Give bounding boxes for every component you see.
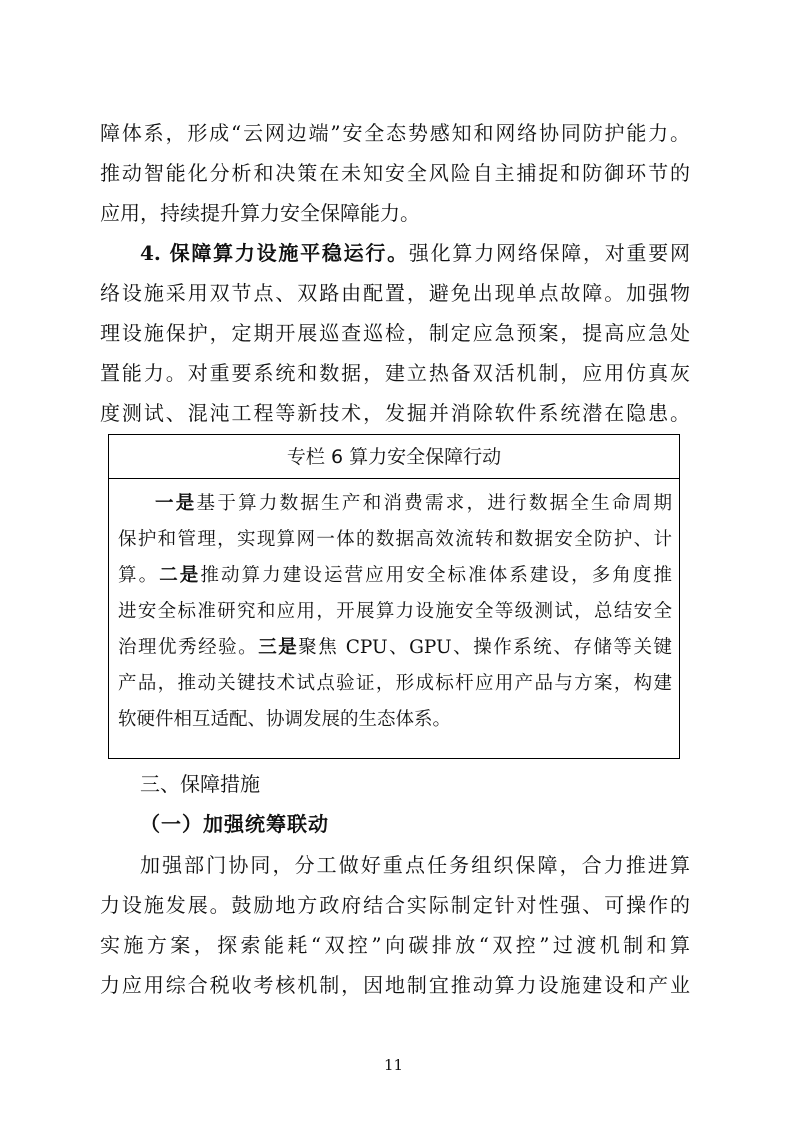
box-line: 产品，推动关键技术试点验证，形成标杆应用产品与方案，构建 — [118, 673, 672, 694]
body-line: 力应用综合税收考核机制，因地制宜推动算力设施建设和产业 — [100, 973, 690, 997]
bold-marker: 二是 — [159, 565, 201, 586]
body-line: 推动智能化分析和决策在未知安全风险自主捕捉和防御环节的 — [100, 161, 690, 185]
body-line: 力设施发展。鼓励地方政府结合实际制定针对性强、可操作的 — [100, 893, 690, 917]
box-line: 进安全标准研究和应用，开展算力设施安全等级测试，总结安全 — [118, 601, 672, 622]
subsection-heading: （一）加强统筹联动 — [140, 812, 329, 836]
body-line: 实施方案，探索能耗“双控”向碳排放“双控”过渡机制和算 — [100, 933, 690, 957]
body-line: 应用，持续提升算力安全保障能力。 — [100, 201, 420, 225]
bold-marker: 一是 — [155, 493, 197, 514]
column-box — [108, 434, 680, 759]
column-title: 专栏 6 算力安全保障行动 — [109, 435, 679, 479]
page-number: 11 — [383, 1056, 404, 1074]
body-line: 置能力。对重要系统和数据，建立热备双活机制，应用仿真灰 — [100, 361, 690, 385]
box-text: 基于算力数据生产和消费需求，进行数据全生命周期 — [196, 493, 672, 514]
body-line — [140, 235, 690, 271]
body-line: 加强部门协同，分工做好重点任务组织保障，合力推进算 — [140, 853, 690, 877]
body-line: 络设施采用双节点、双路由配置，避免出现单点故障。加强物 — [100, 281, 690, 305]
body-line: 理设施保护，定期开展巡查巡检，制定应急预案，提高应急处 — [100, 321, 690, 345]
box-text: 推动算力建设运营应用安全标准体系建设，多角度推 — [200, 565, 672, 586]
box-line — [118, 631, 672, 665]
box-text: 算。 — [118, 565, 160, 586]
body-text: 强化算力网络保障，对重要网 — [408, 241, 690, 265]
body-line: 障体系，形成“云网边端”安全态势感知和网络协同防护能力。 — [100, 121, 690, 145]
box-text: 治理优秀经验。 — [118, 637, 259, 658]
box-line: 保护和管理，实现算网一体的数据高效流转和数据安全防护、计 — [118, 529, 672, 550]
box-line — [155, 487, 672, 521]
box-line: 软硬件相互适配、协调发展的生态体系。 — [118, 709, 452, 730]
section-heading: 三、保障措施 — [140, 772, 260, 796]
box-line — [118, 559, 672, 593]
bold-marker: 三是 — [258, 637, 299, 658]
body-line: 度测试、混沌工程等新技术，发掘并消除软件系统潜在隐患。 — [100, 401, 690, 425]
item-heading: 4. 保障算力设施平稳运行。 — [140, 241, 409, 265]
box-text: 聚焦 CPU、GPU、操作系统、存储等关键 — [298, 637, 672, 658]
